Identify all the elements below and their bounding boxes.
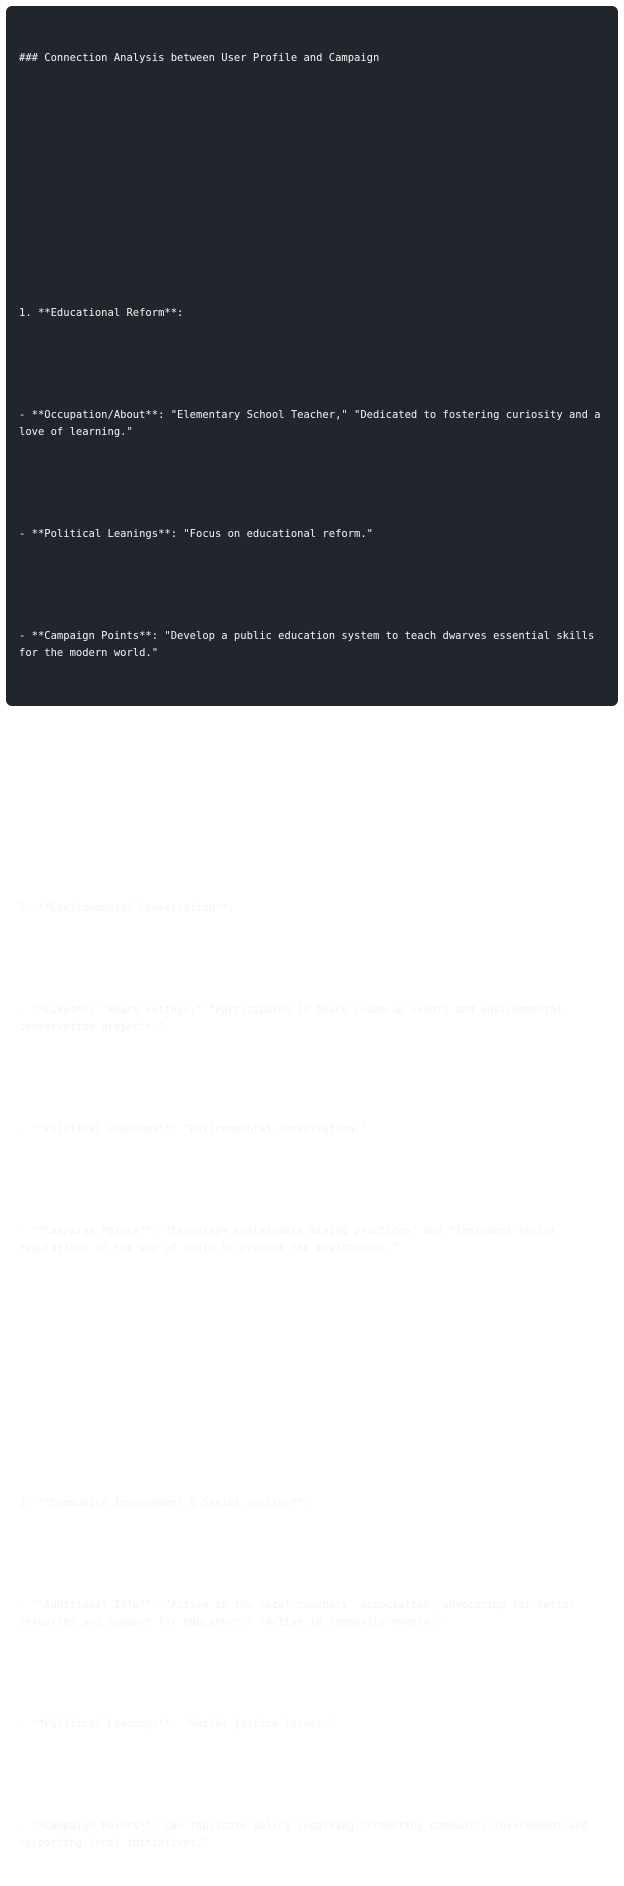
section-title: 2. **Environmental Conservation**: bbox=[19, 902, 234, 914]
bullet: - **Occupation/About**: "Elementary School Teacher," "Dedicated to fostering curiosity and a love of learning." bbox=[19, 409, 607, 438]
blank-line bbox=[19, 1393, 605, 1410]
blank-line bbox=[19, 577, 605, 594]
blank-line bbox=[19, 152, 605, 169]
bullet: - **Campaign Points**: "Encourage sustainable mining practices" and "Implement strict regulations on the use of magic to protect the environment." bbox=[19, 1225, 563, 1254]
blank-line bbox=[19, 203, 605, 220]
blank-line bbox=[19, 1172, 605, 1189]
blank-line bbox=[19, 475, 605, 492]
section-title: 3. **Community Involvement & Social Justice**: bbox=[19, 1497, 310, 1509]
blank-line bbox=[19, 1767, 605, 1784]
markdown-text bbox=[19, 16, 605, 1886]
blank-line bbox=[19, 1444, 605, 1461]
code-block bbox=[6, 6, 618, 1849]
blank-line bbox=[19, 1291, 605, 1308]
blank-line bbox=[19, 1342, 605, 1359]
bullet: - **Likes**: "Beach outings," "Participates in beach clean-up events and environmental conservation projects." bbox=[19, 1004, 569, 1033]
blank-line bbox=[19, 254, 605, 271]
bullet: - **Political Leanings**: "Focus on educational reform." bbox=[19, 528, 374, 540]
blank-line bbox=[19, 747, 605, 764]
blank-line bbox=[19, 101, 605, 118]
bullet: - **Political Leanings**: "Environmental conservation." bbox=[19, 1123, 367, 1135]
blank-line bbox=[19, 1546, 605, 1563]
blank-line bbox=[19, 1665, 605, 1682]
blank-line bbox=[19, 798, 605, 815]
bullet: - **Campaign Points**: Can fabricate policy regarding "Promoting community involvement and supporting local initiatives." bbox=[19, 1820, 595, 1849]
bullet: - **Political Leanings**: "Social justice issues." bbox=[19, 1718, 336, 1730]
blank-line bbox=[19, 356, 605, 373]
section-title: 1. **Educational Reform**: bbox=[19, 307, 184, 319]
bullet: - **Additional Info**: "Active in the local teachers' association, advocating for better resources and support for educators," "Active in community events." bbox=[19, 1599, 582, 1628]
blank-line bbox=[19, 1070, 605, 1087]
blank-line bbox=[19, 849, 605, 866]
blank-line bbox=[19, 951, 605, 968]
heading: ### Connection Analysis between User Profile and Campaign bbox=[19, 52, 380, 64]
blank-line bbox=[19, 696, 605, 713]
bullet: - **Campaign Points**: "Develop a public education system to teach dwarves essential skills for the modern world." bbox=[19, 630, 601, 659]
